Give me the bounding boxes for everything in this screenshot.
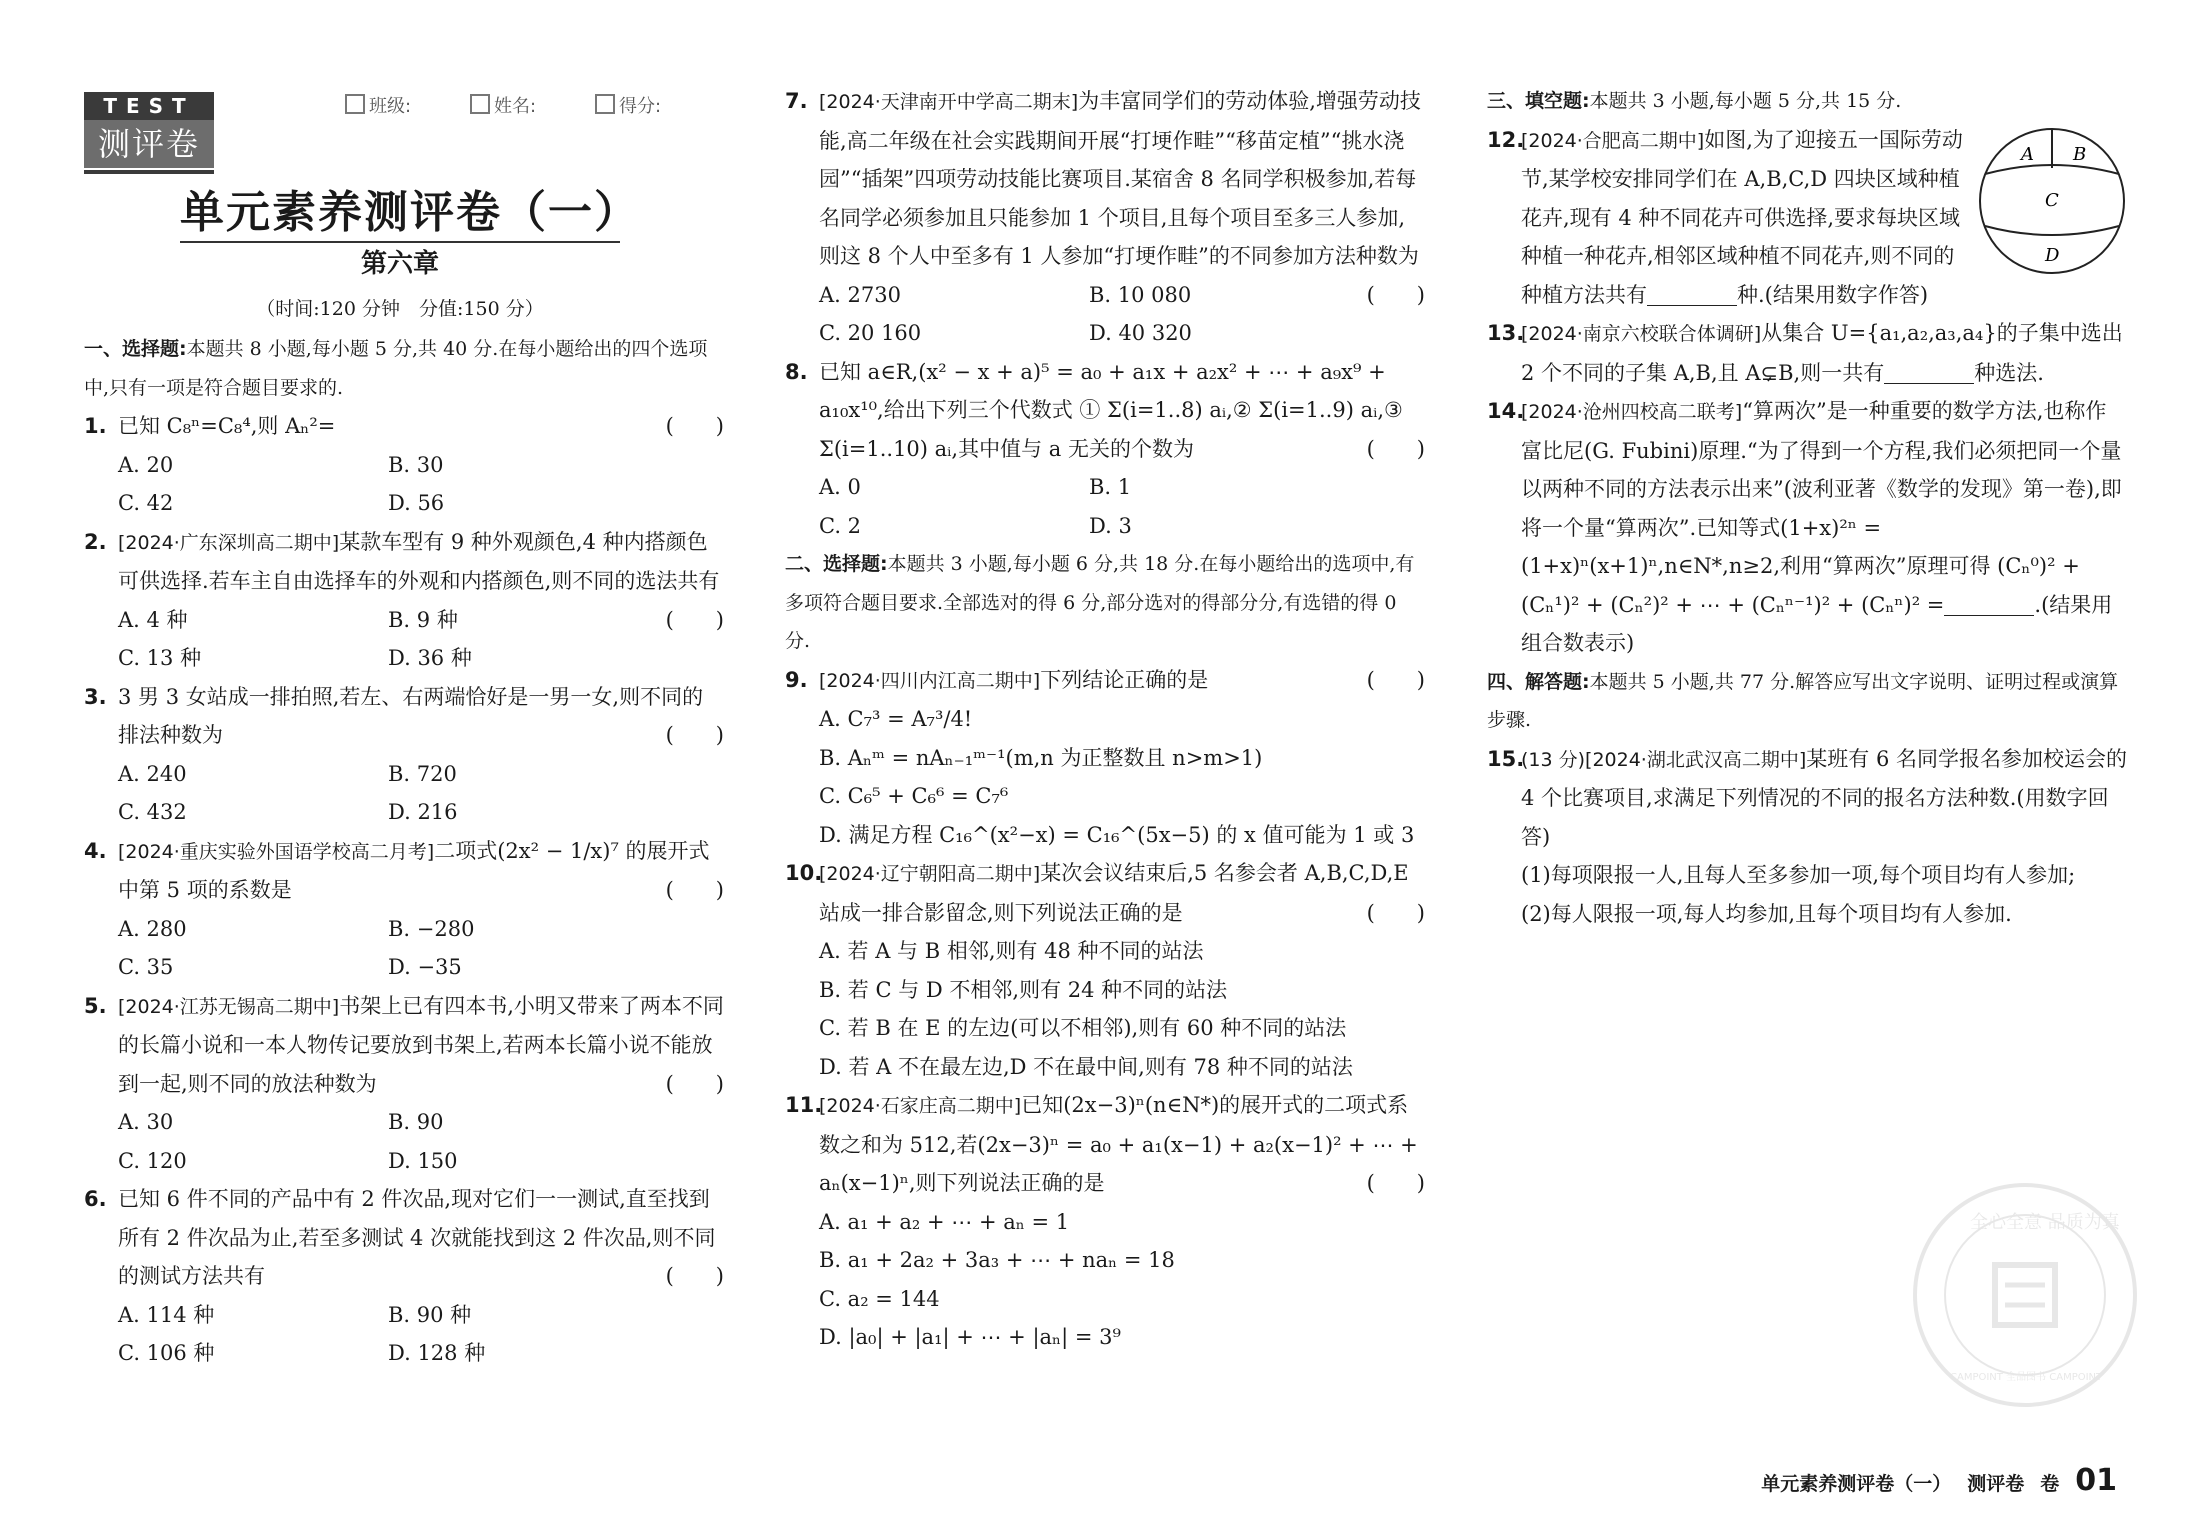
footer-title: 单元素养测评卷（一） <box>1761 1473 1952 1495</box>
class-field <box>345 88 411 127</box>
question-4: 4. [2024·重庆实验外国语学校高二月考]二项式(2x² − 1/x)⁷ 的展开式中第 5 项的系数是 ( ) <box>84 838 724 902</box>
section-3: 三、填空题:本题共 3 小题,每小题 5 分,共 15 分. <box>1487 90 1902 112</box>
question-2-options: A. 4 种 B. 9 种 C. 13 种 D. 36 种 <box>118 607 472 670</box>
question-10: 10.[2024·辽宁朝阳高二期中]某次会议结束后,5 名参会者 A,B,C,D,E 站成一排合影留念,则下列说法正确的是 ( ) <box>785 861 1425 925</box>
region-label-c: C <box>2045 190 2059 211</box>
column-right <box>1487 82 2127 933</box>
question-7: 7. [2024·天津南开中学高二期末]为丰富同学们的劳动体验,增强劳动技能,高二年级在社会实践期间开展“打埂作畦”“移苗定植”“挑水浇园”“插架”四项劳动技能比赛项目.某宿舍 8 名同学积极参加,若每名同学必须参加且只能参加 1 个项目,且每个项目至多三人参加,则这 8 个人中至多有 1 人参加“打埂作畦”的不同参加方法种数为 ( ) <box>785 89 1425 307</box>
question-11: 11.[2024·石家庄高二期中]已知(2x−3)ⁿ(n∈N*)的展开式的二项式系数之和为 512,若(2x−3)ⁿ = a₀ + a₁(x−1) + a₂(x−1)² + ⋯ + aₙ(x−1)ⁿ,则下列说法正确的是 ( ) <box>785 1093 1425 1195</box>
question-8: 8. 已知 a∈R,(x² − x + a)⁵ = a₀ + a₁x + a₂x² + ⋯ + a₉x⁹ + a₁₀x¹⁰,给出下列三个代数式 ① Σ(i=1..8) aᵢ,② Σ(i=1..9) aᵢ,③ Σ(i=1..10) aᵢ,其中值与 a 无关的个数为 ( ) <box>785 359 1425 461</box>
question-4-options: A. 280 B. −280 C. 35 D. −35 <box>118 916 475 979</box>
question-15-part-2: (2)每人限报一项,每人均参加,且每个项目均有人参加. <box>1521 901 2012 926</box>
question-8-options: A. 0 B. 1 C. 2 D. 3 <box>819 475 1132 538</box>
logo-test-text: TEST <box>84 92 214 120</box>
brand-logo <box>84 92 214 174</box>
score-label: 得分: <box>619 96 662 117</box>
answer-blank-12[interactable] <box>1647 283 1737 306</box>
question-1: 1. 已知 C₈ⁿ=C₈⁴,则 Aₙ²= ( ) <box>84 414 724 438</box>
answer-blank-14[interactable] <box>1944 593 2034 616</box>
chapter-label: 第六章 <box>360 249 439 279</box>
question-6-options: A. 114 种 B. 90 种 C. 106 种 D. 128 种 <box>118 1302 486 1365</box>
question-12: 12.[2024·合肥高二期中]如图,为了迎接五一国际劳动节,某学校安排同学们在 A,B,C,D 四块区域种植花卉,现有 4 种不同花卉可供选择,要求每块区域种植一种花卉,相邻区域种植不同花卉,则不同的种植方法共有 种.(结果用数字作答) <box>1487 127 1963 307</box>
section-4: 四、解答题:本题共 5 小题,共 77 分.解答应写出文字说明、证明过程或演算步骤. <box>1487 670 2119 731</box>
stamp-text: 全心全意 品质为真 <box>1970 1212 2120 1233</box>
region-label-b: B <box>2073 144 2087 165</box>
name-field <box>470 88 536 127</box>
answer-blank-13[interactable] <box>1884 361 1974 384</box>
question-11-options: A. a₁ + a₂ + ⋯ + aₙ = 1 B. a₁ + 2a₂ + 3a₃ + ⋯ + naₙ = 18 C. a₂ = 144 D. |a₀| + |a₁| + ⋯ + |aₙ| = 3⁹ <box>819 1209 1175 1349</box>
page-footer <box>1761 1462 2117 1504</box>
score-field <box>595 88 661 127</box>
time-info: （时间:120 分钟 分值:150 分） <box>256 298 544 320</box>
question-9: 9. [2024·四川内江高二期中]下列结论正确的是 ( ) <box>785 667 1425 692</box>
name-label: 姓名: <box>494 96 537 117</box>
name-icon <box>470 94 490 114</box>
class-icon <box>345 94 365 114</box>
region-label-d: D <box>2045 245 2060 266</box>
column-left <box>84 330 724 1373</box>
logo-label: 测评卷 <box>84 120 214 168</box>
question-10-options: A. 若 A 与 B 相邻,则有 48 种不同的站法 B. 若 C 与 D 不相邻,则有 24 种不同的站法 C. 若 B 在 E 的左边(可以不相邻),则有 60 种不同的站法 D. 若 A 不在最左边,D 不在最中间,则有 78 种不同的站法 <box>819 939 1353 1079</box>
stamp-sub: CAMPOINT 全品图书 CAMPOINT <box>1950 1372 2103 1383</box>
question-1-options: A. 20 B. 30 C. 42 D. 56 <box>118 452 445 515</box>
watermark-stamp <box>1910 1180 2140 1410</box>
section-1: 一、选择题:本题共 8 小题,每小题 5 分,共 40 分.在每小题给出的四个选项中,只有一项是符合题目要求的. <box>84 338 708 399</box>
footer-tag: 测评卷 <box>1967 1473 2025 1495</box>
question-7-options: A. 2730 B. 10 080 C. 20 160 D. 40 320 <box>819 282 1192 345</box>
class-label: 班级: <box>369 96 412 117</box>
question-15-part-1: (1)每项限报一人,且每人至多参加一项,每个项目均有人参加; <box>1521 863 2076 887</box>
page-number: 01 <box>2075 1463 2117 1498</box>
question-9-options: A. C₇³ = A₇³/4! B. Aₙᵐ = nAₙ₋₁ᵐ⁻¹(m,n 为正整数且 n>m>1) C. C₆⁵ + C₆⁶ = C₇⁶ D. 满足方程 C₁₆^(x²−x) = C₁₆^(5x−5) 的 x 值可能为 1 或 3 <box>819 707 1415 847</box>
question-15: 15.(13 分)[2024·湖北武汉高二期中]某班有 6 名同学报名参加校运会的 4 个比赛项目,求满足下列情况的不同的报名方法种数.(用数字回答) <box>1487 746 2127 849</box>
score-icon <box>595 94 615 114</box>
question-2: 2. [2024·广东深圳高二期中]某款车型有 9 种外观颜色,4 种内搭颜色可供选择.若车主自由选择车的外观和内搭颜色,则不同的选法共有 ( ) <box>84 529 724 632</box>
footer-vol: 卷 <box>2040 1473 2060 1495</box>
region-label-a: A <box>2021 144 2034 165</box>
question-13: 13.[2024·南京六校联合体调研]从集合 U={a₁,a₂,a₃,a₄}的子集中选出 2 个不同的子集 A,B,且 A⊊B,则一共有 种选法. <box>1487 321 2123 385</box>
column-middle <box>785 82 1425 1357</box>
page-title: 单元素养测评卷（一） <box>180 185 620 243</box>
question-5: 5. [2024·江苏无锡高二期中]书架上已有四本书,小明又带来了两本不同的长篇小说和一本人物传记要放到书架上,若两本长篇小说不能放到一起,则不同的放法种数为 ( ) <box>84 993 724 1096</box>
question-6: 6. 已知 6 件不同的产品中有 2 件次品,现对它们一一测试,直至找到所有 2 件次品为止,若至多测试 4 次就能找到这 2 件次品,则不同的测试方法共有 ( ) <box>84 1187 724 1288</box>
question-3-options: A. 240 B. 720 C. 432 D. 216 <box>118 761 458 824</box>
question-5-options: A. 30 B. 90 C. 120 D. 150 <box>118 1110 458 1173</box>
section-2: 二、选择题:本题共 3 小题,每小题 6 分,共 18 分.在每小题给出的选项中,有多项符合题目要求.全部选对的得 6 分,部分选对的得部分分,有选错的得 0 分. <box>785 553 1415 652</box>
question-3: 3. 3 男 3 女站成一排拍照,若左、右两端恰好是一男一女,则不同的排法种数为 ( ) <box>84 684 724 747</box>
question-14: 14.[2024·沧州四校高二联考]“算两次”是一种重要的数学方法,也称作富比尼(G. Fubini)原理.“为了得到一个方程,我们必须把同一个量以两种不同的方法表示出来”(波利亚著《数学的发现》第一卷),即将一个量“算两次”.已知等式(1+x)²ⁿ = (1+x)ⁿ(x+1)ⁿ,n∈N*,n≥2,利用“算两次”原理可得 (Cₙ⁰)² + (Cₙ¹)² + (Cₙ²)² + ⋯ + (Cₙⁿ⁻¹)² + (Cₙⁿ)² = .(结果用组合数表示) <box>1487 399 2122 655</box>
logo-underline <box>84 170 214 174</box>
